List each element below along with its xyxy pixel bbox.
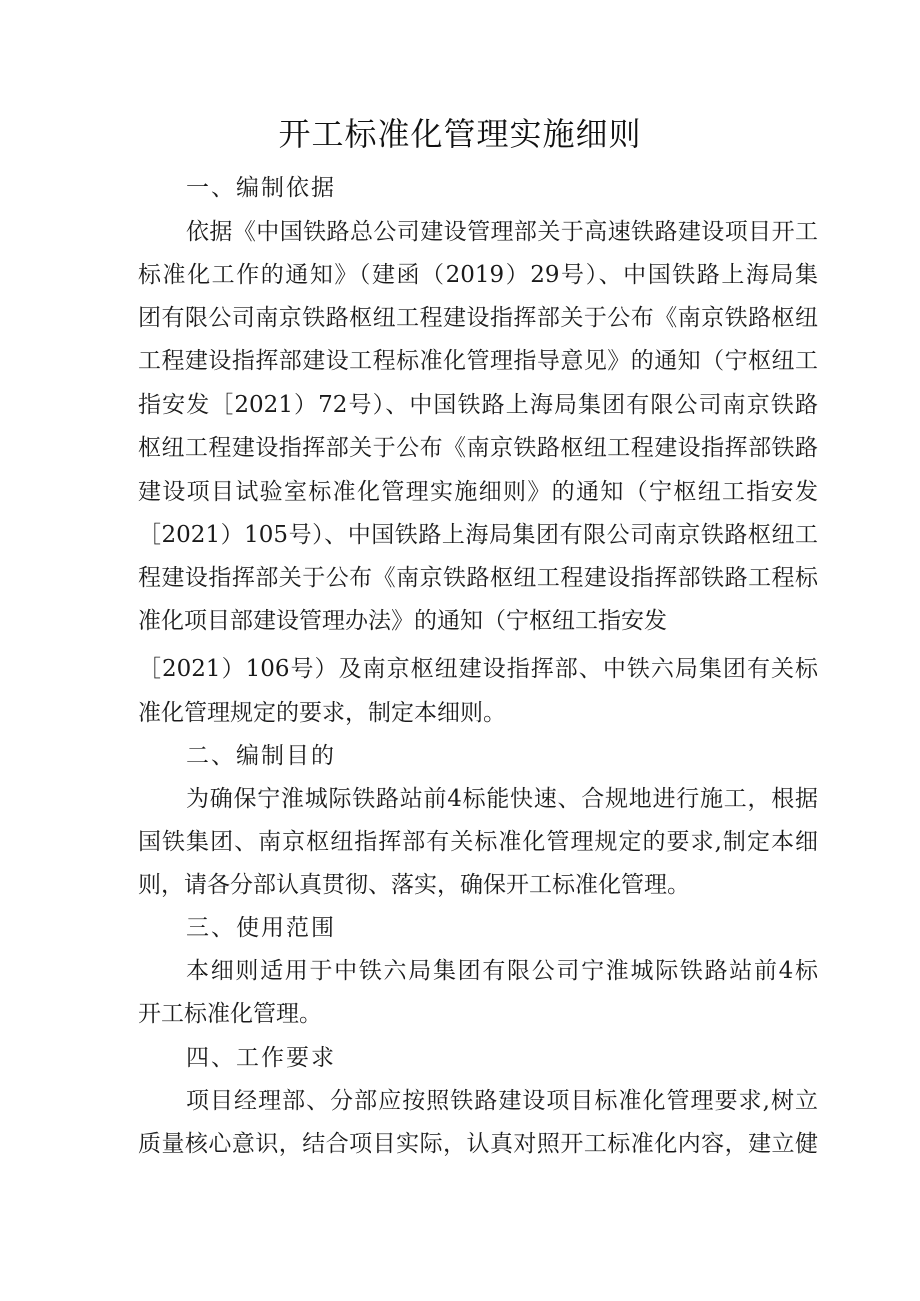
paragraph-line: 项目经理部、分部应按照铁路建设项目标准化管理要求,树立 <box>186 1088 818 1114</box>
paragraph-line: 准化管理规定的要求，制定本细则。 <box>138 700 506 726</box>
paragraph-line: 依据《中国铁路总公司建设管理部关于高速铁路建设项目开工 <box>186 219 818 245</box>
paragraph-line: 建设项目试验室标准化管理实施细则》的通知（宁枢纽工指安发 <box>138 479 818 505</box>
paragraph-line: 开工标准化管理。 <box>138 1001 322 1027</box>
paragraph-line: 国铁集团、南京枢纽指挥部有关标准化管理规定的要求,制定本细 <box>138 829 818 855</box>
section-heading: 二、编制目的 <box>186 743 336 769</box>
paragraph-line: 本细则适用于中铁六局集团有限公司宁淮城际铁路站前4标 <box>186 958 818 984</box>
section-heading: 四、工作要求 <box>186 1045 336 1071</box>
paragraph-line: 团有限公司南京铁路枢纽工程建设指挥部关于公布《南京铁路枢纽 <box>138 305 818 331</box>
paragraph-line: 指安发［2021）72号）、中国铁路上海局集团有限公司南京铁路 <box>138 392 818 418</box>
paragraph-line: 工程建设指挥部建设工程标准化管理指导意见》的通知（宁枢纽工 <box>138 348 818 374</box>
section-heading: 三、使用范围 <box>186 915 336 941</box>
paragraph-line: 质量核心意识，结合项目实际，认真对照开工标准化内容，建立健 <box>138 1131 818 1157</box>
paragraph-line: 枢纽工程建设指挥部关于公布《南京铁路枢纽工程建设指挥部铁路 <box>138 435 818 461</box>
paragraph-line: 则，请各分部认真贯彻、落实，确保开工标准化管理。 <box>138 872 690 898</box>
paragraph-line: 准化项目部建设管理办法》的通知（宁枢纽工指安发 <box>138 608 667 634</box>
section-heading: 一、编制依据 <box>186 175 336 201</box>
paragraph-line: ［2021）106号）及南京枢纽建设指挥部、中铁六局集团有关标 <box>138 656 818 682</box>
document-title: 开工标准化管理实施细则 <box>278 115 642 153</box>
paragraph-line: 为确保宁淮城际铁路站前4标能快速、合规地进行施工，根据 <box>186 786 818 812</box>
paragraph-line: ［2021）105号）、中国铁路上海局集团有限公司南京铁路枢纽工 <box>138 522 818 548</box>
paragraph-line: 程建设指挥部关于公布《南京铁路枢纽工程建设指挥部铁路工程标 <box>138 565 818 591</box>
paragraph-line: 标准化工作的通知》（建函（2019）29号）、中国铁路上海局集 <box>138 262 818 288</box>
